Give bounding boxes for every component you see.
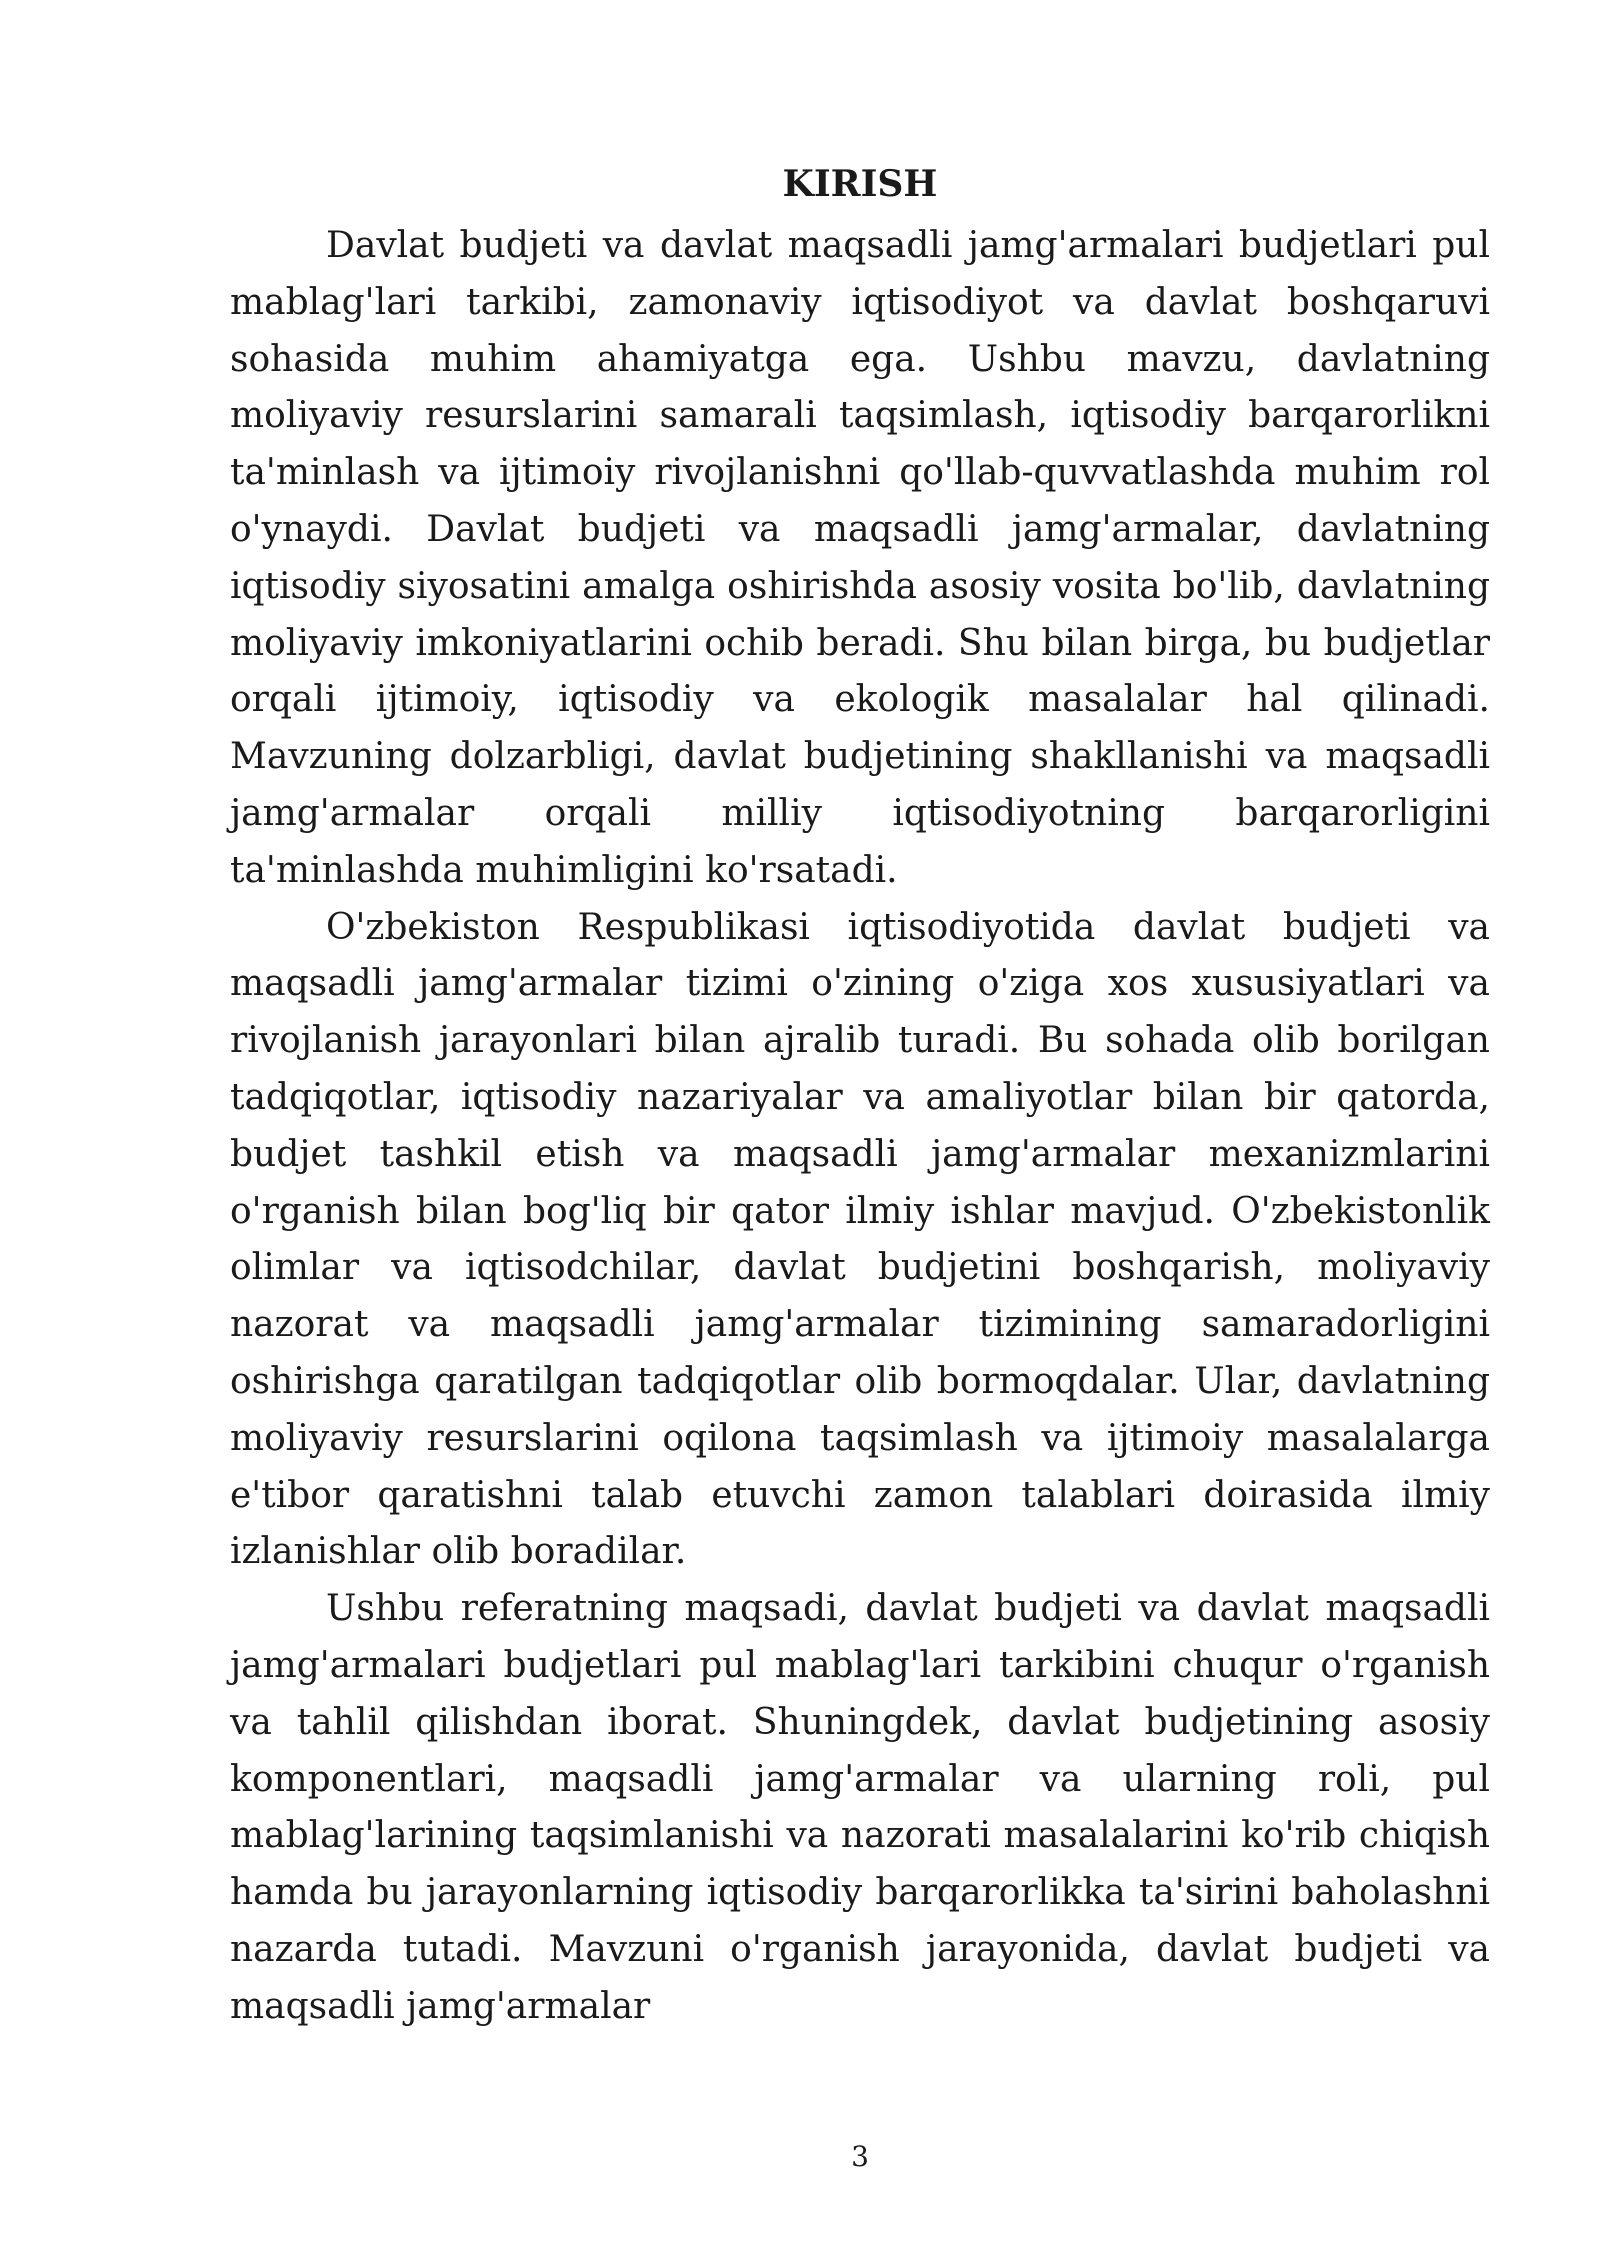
paragraph-2: O'zbekiston Respublikasi iqtisodiyotida davlat budjeti va maqsadli jamg'armalar tizimi o'zining o'ziga xos xususiyatlari va rivojlanish jarayonlari bilan ajralib turadi. Bu sohada olib borilgan tadqiqotlar, iqtisodiy nazariyalar va amaliyotlar bilan bir qatorda, budjet tashkil etish va maqsadli jamg'armalar mexanizmlarini o'rganish bilan bog'liq bir qator ilmiy ishlar mavjud. O'zbekistonlik olimlar va iqtisodchilar, davlat budjetini boshqarish, moliyaviy nazorat va maqsadli jamg'armalar tizimining samaradorligini oshirishga qaratilgan tadqiqotlar olib bormoqdalar. Ular, davlatning moliyaviy resurslarini oqilona taqsimlash va ijtimoiy masalalarga e'tibor qaratishni talab etuvchi zamon talablari doirasida ilmiy izlanishlar olib boradilar. — [230, 906, 1490, 1573]
paragraph-1: Davlat budjeti va davlat maqsadli jamg'armalari budjetlari pul mablag'lari tarkibi, zamonaviy iqtisodiyot va davlat boshqaruvi sohasida muhim ahamiyatga ega. Ushbu mavzu, davlatning moliyaviy resurslarini samarali taqsimlash, iqtisodiy barqarorlikni ta'minlash va ijtimoiy rivojlanishni qo'llab-quvvatlashda muhim rol o'ynaydi. Davlat budjeti va maqsadli jamg'armalar, davlatning iqtisodiy siyosatini amalga oshirishda asosiy vosita bo'lib, davlatning moliyaviy imkoniyatlarini ochib beradi. Shu bilan birga, bu budjetlar orqali ijtimoiy, iqtisodiy va ekologik masalalar hal qilinadi. Mavzuning dolzarbligi, davlat budjetining shakllanishi va maqsadli jamg'armalar orqali milliy iqtisodiyotning barqarorligini ta'minlashda muhimligini ko'rsatadi. — [230, 225, 1490, 891]
page-title: KIRISH — [782, 163, 938, 205]
paragraph-3: Ushbu referatning maqsadi, davlat budjeti va davlat maqsadli jamg'armalari budjetlari pul mablag'lari tarkibini chuqur o'rganish va tahlil qilishdan iborat. Shuningdek, davlat budjetining asosiy komponentlari, maqsadli jamg'armalar va ularning roli, pul mablag'larining taqsimlanishi va nazorati masalalarini ko'rib chiqish hamda bu jarayonlarning iqtisodiy barqarorlikka ta'sirini baholashni nazarda tutadi. Mavzuni o'rganish jarayonida, davlat budjeti va maqsadli jamg'armalar — [230, 1588, 1490, 2027]
page-number: 3 — [851, 2140, 869, 2173]
document-page — [230, 150, 1490, 2036]
